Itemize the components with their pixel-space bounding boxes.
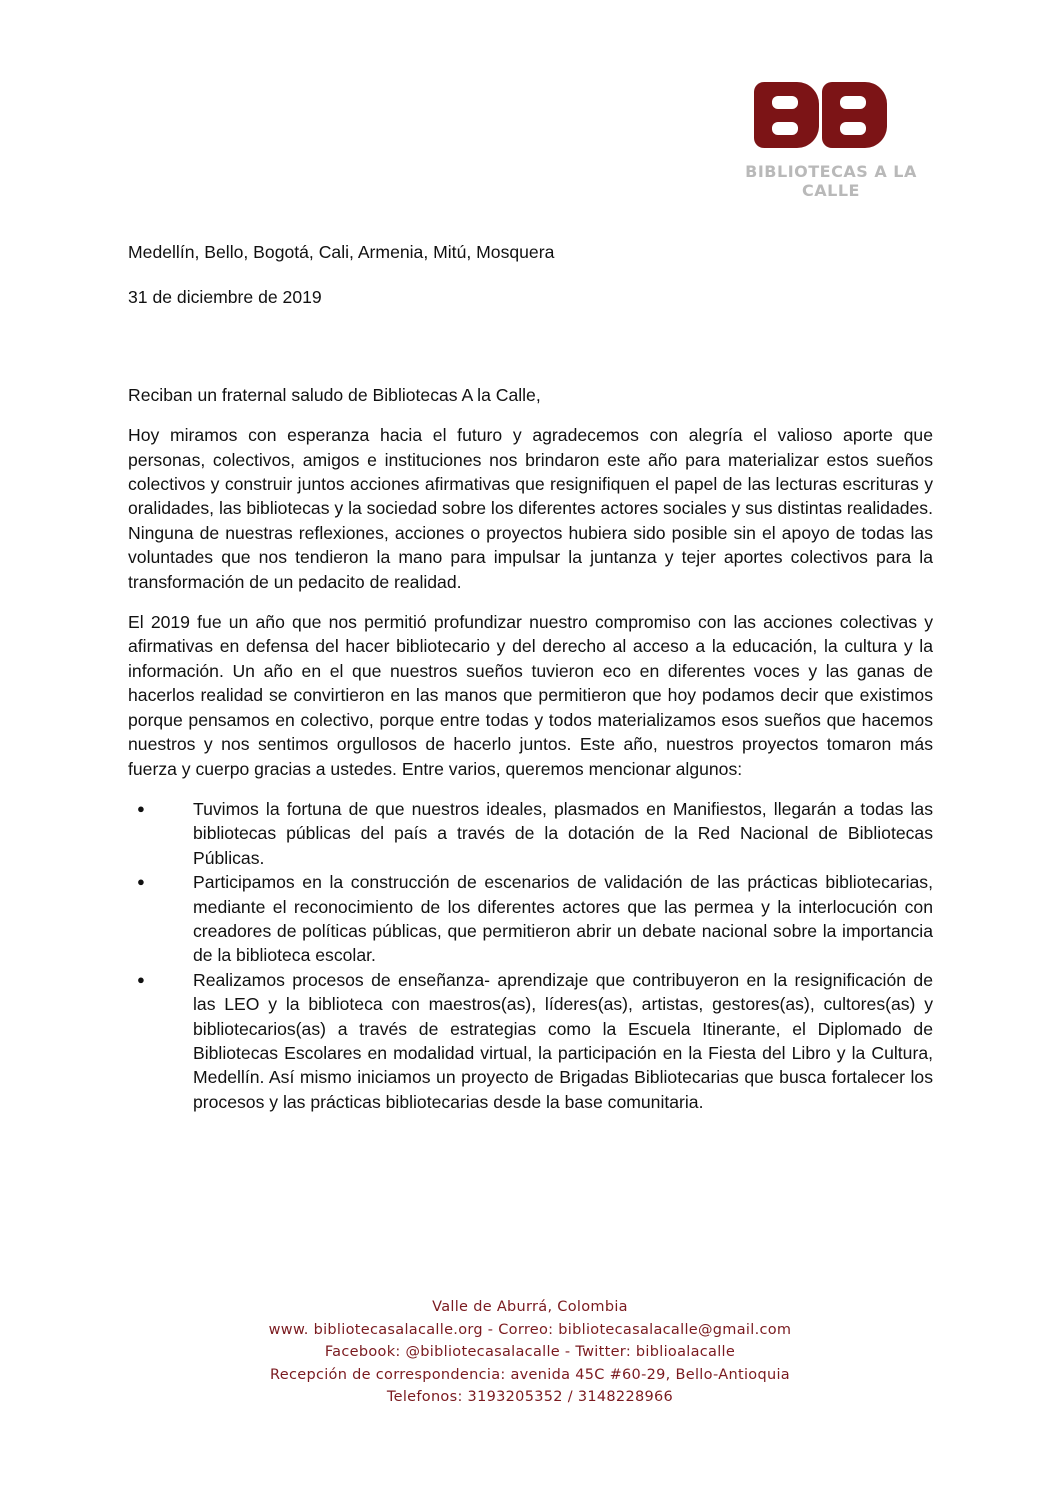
footer-address: Recepción de correspondencia: avenida 45C #60-29, Bello-Antioquia	[270, 1366, 790, 1383]
footer	[0, 1296, 1060, 1409]
list-item: ● Tuvimos la fortuna de que nuestros ideales, plasmados en Manifiestos, llegarán a todas las bibliotecas públicas del país a través de la dotación de la Red Nacional de Bibliotecas Públicas.	[193, 797, 933, 870]
logo	[720, 82, 920, 200]
letter-date: 31 de diciembre de 2019	[128, 287, 322, 308]
letter-places: Medellín, Bello, Bogotá, Cali, Armenia, Mitú, Mosquera	[128, 242, 555, 262]
achievements-list	[128, 797, 933, 1114]
footer-phones: Telefonos: 3193205352 / 3148228966	[386, 1389, 674, 1406]
list-item: ● Participamos en la construcción de escenarios de validación de las prácticas bibliotecarias, mediante el reconocimiento de los diferentes actores que las permea y la interlocución con creadores de políticas públicas, que permitieron abrir un debate nacional sobre la importancia de la biblioteca escolar.	[193, 870, 933, 968]
footer-social: Facebook: @bibliotecasalacalle - Twitter: biblioalacalle	[324, 1344, 736, 1361]
logo-letter-b	[754, 82, 819, 148]
letter-body	[128, 240, 933, 1114]
footer-web-email: www. bibliotecasalacalle.org - Correo: bibliotecasalacalle@gmail.com	[268, 1321, 792, 1338]
footer-location: Valle de Aburrá, Colombia	[432, 1299, 628, 1315]
logo-letter-b	[822, 82, 887, 148]
paragraph: Hoy miramos con esperanza hacia el futuro y agradecemos con alegría el valioso aporte que personas, colectivos, amigos e instituciones nos brindaron este año para materializar estos sueños colectivos y construir juntos acciones afirmativas que resignifiquen el papel de las lecturas escrituras y oralidades, las bibliotecas y la sociedad sobre los diferentes actores sociales y sus distintas realidades. Ninguna de nuestras reflexiones, acciones o proyectos hubiera sido posible sin el apoyo de todas las voluntades que nos tendieron la mano para impulsar la juntanza y tejer aportes colectivos para la transformación de un pedacito de realidad.	[128, 425, 933, 592]
letter-greeting: Reciban un fraternal saludo de Bibliotecas A la Calle,	[128, 384, 541, 405]
paragraph: El 2019 fue un año que nos permitió profundizar nuestro compromiso con las acciones colectivas y afirmativas en defensa del hacer bibliotecario y del derecho al acceso a la educación, la cultura y la información. Un año en el que nuestros sueños tuvieron eco en diferentes voces y las ganas de hacerlos realidad se convirtieron en las manos que permitieron que hoy podamos decir que existimos porque pensamos en colectivo, porque entre todas y todos materializamos esos sueños que hacemos nuestros y nos sentimos orgullosos de hacerlo juntos. Este año, nuestros proyectos tomaron más fuerza y cuerpo gracias a ustedes. Entre varios, queremos mencionar algunos:	[128, 612, 933, 779]
logo-text: BIBLIOTECAS A LA CALLE	[745, 162, 917, 200]
logo-bb-mark	[720, 82, 920, 148]
list-item: ● Realizamos procesos de enseñanza- aprendizaje que contribuyeron en la resignificación de las LEO y la biblioteca con maestros(as), líderes(as), artistas, gestores(as), cultores(as) y bibliotecarios(as) a través de estrategias como la Escuela Itinerante, el Diplomado de Bibliotecas Escolares en modalidad virtual, la participación en la Fiesta del Libro y la Cultura, Medellín. Así mismo iniciamos un proyecto de Brigadas Bibliotecarias que busca fortalecer los procesos y las prácticas bibliotecarias desde la base comunitaria.	[193, 968, 933, 1114]
